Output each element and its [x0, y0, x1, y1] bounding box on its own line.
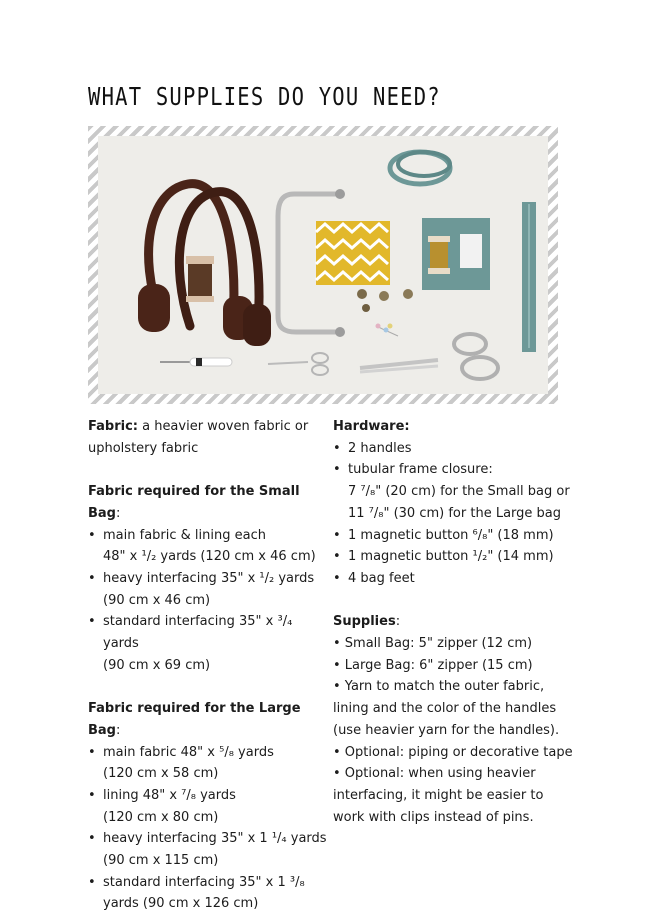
fabric-label: Fabric:	[88, 419, 138, 434]
supplies-line: interfacing, it might be easier to	[333, 787, 544, 803]
supplies-line: • Optional: piping or decorative tape	[333, 744, 573, 760]
list-item: • standard interfacing 35" x 1 ³/₈ yards (90 cm x 126 cm)	[88, 872, 328, 915]
supplies-heading-colon: :	[395, 614, 401, 630]
teal-fabric-swatch	[422, 218, 490, 290]
brown-thread-spool	[186, 256, 214, 302]
supplies-heading-text: Supplies	[333, 614, 396, 630]
magnetic-buttons	[357, 289, 413, 312]
teal-piping-coil	[390, 152, 450, 184]
large-bag-list	[88, 742, 328, 916]
large-bag-heading	[88, 698, 328, 741]
supplies-photo-frame	[88, 126, 558, 404]
supplies-line: lining and the color of the handles	[333, 701, 557, 717]
seam-ripper	[160, 358, 232, 366]
fabric-description-line-2: upholstery fabric	[88, 440, 199, 456]
left-column	[88, 416, 328, 915]
small-bag-heading-text: Fabric required for the Small Bag	[88, 484, 300, 521]
hardware-list	[333, 438, 573, 590]
supplies-line: • Small Bag: 5" zipper (12 cm)	[333, 636, 533, 652]
supplies-line: • Optional: when using heavier	[333, 766, 536, 782]
list-item: • 1 magnetic button ¹/₂" (14 mm)	[333, 546, 573, 568]
list-item: • tubular frame closure: 7 ⁷/₈" (20 cm) for the Small bag or 11 ⁷/₈" (30 cm) for the Large bag	[333, 459, 573, 524]
supplies-line: • Yarn to match the outer fabric,	[333, 679, 545, 695]
supplies-line: • Large Bag: 6" zipper (15 cm)	[333, 657, 533, 673]
list-item: • main fabric & lining each 48" x ¹/₂ yards (120 cm x 46 cm)	[88, 525, 328, 568]
small-scissors	[268, 353, 328, 375]
right-column	[333, 416, 573, 828]
small-bag-heading-colon: :	[116, 505, 121, 521]
fabric-text: a heavier woven fabric or	[137, 419, 309, 434]
fabric-description	[88, 416, 328, 438]
yellow-chevron-fabric	[316, 221, 390, 285]
hardware-heading: Hardware:	[333, 419, 410, 434]
supplies-heading	[333, 611, 573, 633]
large-bag-heading-text: Fabric required for the Large Bag	[88, 701, 301, 738]
list-item: • main fabric 48" x ⁵/₈ yards (120 cm x 58 cm)	[88, 742, 328, 785]
list-item: • standard interfacing 35" x ³/₄ yards (90 cm x 69 cm)	[88, 611, 328, 676]
teal-zipper	[522, 202, 536, 352]
large-bag-heading-colon: :	[116, 722, 121, 738]
list-item: • 2 handles	[333, 438, 573, 460]
small-bag-heading	[88, 481, 328, 524]
list-item: • lining 48" x ⁷/₈ yards (120 cm x 80 cm)	[88, 785, 328, 828]
pins	[376, 324, 399, 337]
page-title: WHAT SUPPLIES DO YOU NEED?	[88, 82, 441, 111]
supplies-photo	[98, 136, 548, 394]
supplies-illustration	[98, 136, 548, 394]
supplies-line: (use heavier yarn for the handles).	[333, 722, 560, 738]
list-item: • heavy interfacing 35" x ¹/₂ yards (90 cm x 46 cm)	[88, 568, 328, 611]
list-item: • heavy interfacing 35" x 1 ¹/₄ yards (90 cm x 115 cm)	[88, 828, 328, 871]
list-item: • 1 magnetic button ⁶/₈" (18 mm)	[333, 525, 573, 547]
supplies-line: work with clips instead of pins.	[333, 809, 534, 825]
large-scissors	[360, 334, 498, 379]
small-bag-list	[88, 525, 328, 677]
list-item: • 4 bag feet	[333, 568, 573, 590]
